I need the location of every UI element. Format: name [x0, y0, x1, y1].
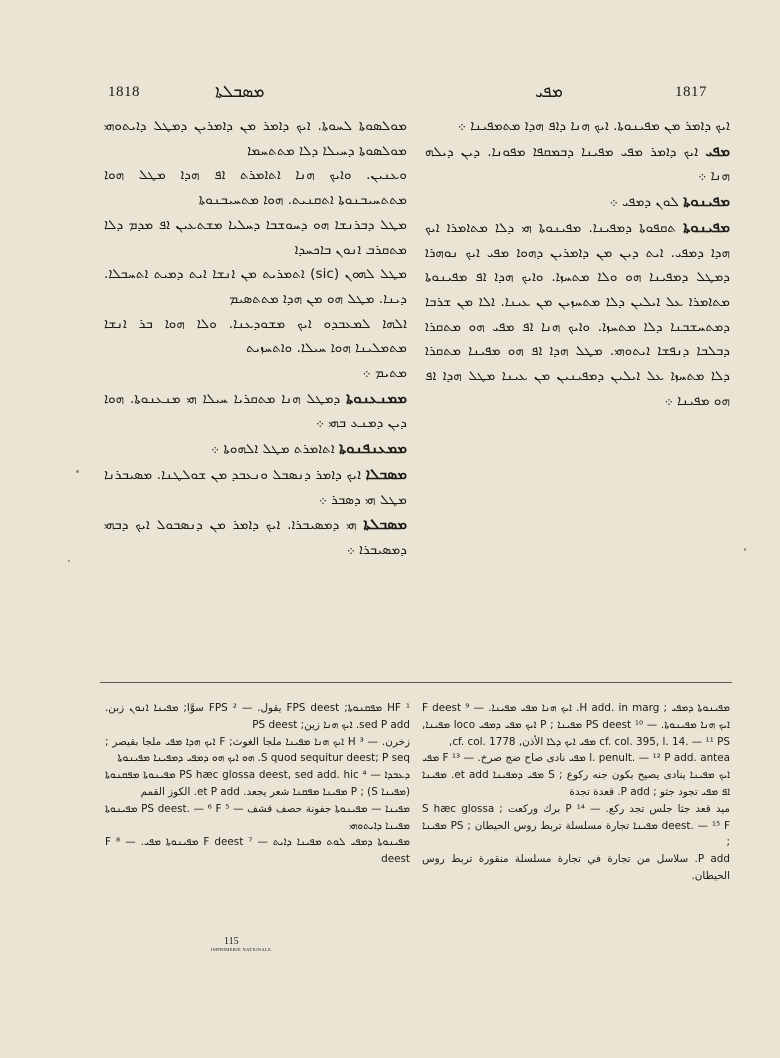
- left-entry-list: [104, 386, 407, 563]
- entry-gloss: ܐܬܐܡܪܬ ܡܛܠ ܐܠܗܘܬܐ ܀: [210, 441, 339, 458]
- dictionary-entry: [425, 189, 730, 215]
- entry-headword: ܡܣܒܠܐ: [365, 464, 407, 483]
- left-text-column: [104, 114, 407, 664]
- right-page-number: 1817: [675, 84, 707, 100]
- dictionary-entry: [104, 512, 407, 562]
- dictionary-entry: [104, 386, 407, 436]
- text-line: ܐܠܗܐ ܠܡܥܒܕܘ ܐܝܟ ܡܫܘܕܥܢܐ. ܘܠܐ ܗܘܐ ܒܪ ܐܢܫܐ ܡܬܡܠܝܢܐ ܗܘܐ ܚܝܠܐ. ܘܐܬܚܙܝܬ: [104, 315, 407, 357]
- left-continuation-text: [104, 114, 407, 386]
- left-page-number: 1818: [108, 84, 140, 100]
- entry-gloss: ܗܝ ܕܡܣܝܒܪܐ. ܐܝܟ ܕܐܡܪ ܡܢ ܕܢܣܒܘܠ ܐܝܟ ܕܒܗܝ ܕܡܣܝܒܪܐ ܀: [104, 517, 407, 558]
- entry-gloss: ܬܩܦܘܬܐ ܕܡܦܝܢܐ. ܡܦܝܢܘܬܐ ܗܝ ܕܠܐ ܡܬܐܡܪܐ ܐܝܟ ܗܕܐ ܕܡܦܝ. ܐܝܬ ܕܝܢ ܡܢ ܕܐܡܪܝܢ ܕܗܘܐ ܡܦܝ ܐܝܟ ܢܘܗܪܐ ܕܡܛܠ ܕܡܦܝܢܐ ܗܘ ܘܠܐ ܡܬܚܙܐ. ܘܐܝܟ ܗܕܐ ܐܦ ܡܦܝܢܘܬܐ ܡܬܐܡܪܐ ܥܠ ܐܝܠܝܢ ܕܠܐ ܡܬܚܙܝܢ ܡܢ ܥܝܢܐ. ܐܠܐ ܡܢ ܫܪܒܐ ܕܡܬܚܫܒܢܐ ܕܠܐ ܡܬܚܙܐ. ܘܐܝܟ ܗܢܐ ܐܦ ܡܦܝ ܗܘ ܡܬܩܪܐ ܕܒܠܒܐ ܕܢܦܫܐ ܐܝܬܘܗܝ. ܡܛܠ ܗܕܐ ܐܦ ܗܘ ܡܦܝܢܐ ܡܬܩܪܐ ܕܠܐ ܡܬܚܙܐ ܥܠ ܐܝܠܝܢ ܕܡܦܝܢܝܢ ܡܢ ܥܝܢܐ ܡܛܠ ܗܕܐ ܐܦ ܗܘ ܡܦܝܢܐ ܀: [425, 219, 730, 409]
- text-line: ܡܛܠ ܠܗܘܢ (sic) ܐܬܡܪܝܬ ܡܢ ܐܢܫܐ ܐܝܬ ܕܡܝܬ ܐܬܚܒܠܐ. ܕܝܢܐ. ܡܛܠ ܗܘ ܡܢ ܗܕܐ ܡܬܬܣܝܡ: [104, 266, 407, 307]
- entry-headword: ܡܣܒܠܬܐ: [363, 515, 407, 534]
- entry-headword: ܡܦܝ: [705, 141, 730, 160]
- paper-speck: [68, 560, 70, 562]
- right-entry-list: [425, 139, 730, 414]
- entry-headword: ܡܡܢܥܢܘܬܐ: [346, 388, 407, 407]
- right-continuation-text: [425, 114, 730, 139]
- footnote-line: ܡܦܝܢܐ — ܡܦܝܢܘܬܐ جفونة حصف قشف — ⁵ PS deest. — ⁶ F ܡܦܝܢܘܬܐ ܡܦܝܢܐ ܕܐܝܬܘܗܝ: [105, 802, 410, 832]
- left-running-headword: ܡܣܒܠܬܐ: [215, 82, 265, 102]
- footnote-line: ¹ HF ܡܦܩܢܘܬܐ; FPS deest يقول. — ² FPS سوَّا; ܡܦܝܢܐ ܐܢܘܢ زبن. sed P add. ܐܝܟ ܗܢܐ زين; PS deest: [105, 702, 410, 731]
- right-footnotes: [422, 700, 730, 905]
- entry-headword: ܡܦܝܢܘܬܐ: [683, 192, 730, 211]
- text-line: ܡܛܠ ܕܒܪܢܫܐ ܗܘ ܕܚܘܫܒܐ ܕܚܠܝܐ ܡܫܬܥܝܢ ܐܦ ܡܕܡ ܕܠܐ ܡܬܩܪܒ ܐܢܘܢ ܒܐܟܚܕܐ: [104, 216, 407, 258]
- footnote-line: زخرن. — ³ H ܐܝܟ ܗܢܐ ܡܦܝܢܐ ملجا الغوث; F ܐܝܟ ܗܕܐ ܡܦܝ ملجا بقيصر ; S quod sequitur deest; P seq. ܗܘ ܐܝܟ ܗܘ ܕܡܦܝ ܕܡܦܝܢܐ ܡܦܝܢܘܬܐ: [105, 735, 410, 765]
- signature-number: 115: [224, 936, 239, 947]
- footnote-line: ميد قعد جثا جلس تجد ركع. — ¹⁴ P برك وركعت ; S hæc glossa deest. — ¹⁵ F ܡܦܝܢܐ تجارة مسلسلة تربط روس الحيطان ; PS ܡܦܝܢܐ ;: [422, 802, 730, 849]
- dictionary-entry: [104, 436, 407, 462]
- entry-gloss: ܐܝܟ ܕܐܡܪ ܡܦܝ ܡܦܝܢܐ ܕܒܡܩܦܐ ܡܦܘܢܐ. ܕܝܢ ܕܝܠܗ ܗܢܐ ܀: [425, 143, 730, 185]
- right-running-headword: ܡܦܝ: [535, 82, 563, 102]
- text-line: ܐܝܟ ܕܐܡܪ ܡܢ ܡܦܝܢܘܬܐ. ܐܝܟ ܗܢܐ ܕܐܦ ܗܕܐ ܡܬܡܦܝܢܐ ܀: [457, 118, 730, 134]
- footnote-line: ܡܦܝܢܘܬܐ ܕܡܦܝ ; H add. in marg. ܐܝܟ ܗܢܐ ܡܦܝ ܡܦܝܢܐ. — ⁹ F deest ܐܝܟ ܗܢܐ ܡܦܝܢܘܬܐ. — ¹⁰ PS deest ܡܦܝܢܐ ; P ܐܝܟ ܡܦܝ ܕܡܦܝ loco ܡܦܝܢܐ, cf. col. 395, l. 14. — ¹¹ PS ܡܦܝ ܐܝܟ ܕܠܐ الأذن, cf. col. 1778,: [422, 702, 730, 748]
- dictionary-entry: [425, 139, 730, 189]
- footnote-line: ܡܦܝܢܘܬܐ ܕܡܦܝ ܠܘܬ ܡܦܝܢܐ ܕܐܝܬ — ⁷ F deest ܡܦܝܢܘܬܐ ܡܦܝ. — ⁸ F deest: [105, 836, 410, 866]
- entry-gloss: ܠܘܢ ܕܡܦܝ ܀: [609, 194, 684, 211]
- text-line: ܘܥܢܝܢ. ܘܐܝܟ ܗܢܐ ܐܬܐܡܪܬ ܐܦ ܗܕܐ ܡܛܠ ܗܘܐ ܡܬܬܚܝܒܢܘܬܐ ܐܬܩܢܝܬ. ܗܘܐ ܡܬܚܝܒܢܘܬܐ: [104, 167, 407, 209]
- footnote-line: P add. سلاسل من تجارة في تجارة مسلسلة منقورة تربط روس الحيطان.: [422, 853, 730, 882]
- paper-speck: [76, 470, 79, 473]
- entry-gloss: ܐܝܟ ܕܐܡܪ ܕܢܣܒܠ ܘܢܥܒܕ ܡܢ ܫܘܠܛܢܐ. ܡܣܝܒܪܢܐ ܡܛܠ ܗܝ ܕܣܒܪ ܀: [104, 466, 407, 508]
- footnote-divider-rule: [100, 682, 732, 683]
- entry-headword: ܡܦܝܢܘܬܐ: [683, 217, 730, 236]
- entry-headword: ܡܡܥܢܦܢܘܬܐ: [339, 439, 407, 458]
- entry-gloss: ܕܡܛܠ ܗܢܐ ܡܬܩܪܝܐ ܚܝܠܐ ܗܝ ܡܢܥܢܘܬܐ. ܗܘܐ ܕܝܢ ܕܡܢܥ ܒܗܝ ܀: [104, 390, 407, 432]
- right-text-column: [425, 114, 730, 664]
- footnote-line: ܕܥܒܕܐ — ⁴ PS hæc glossa deest, sed add. hic ܡܦܝܢܘܬܐ ܡܦܩܢܘܬܐ (ܡܦܝܢܐ S) ; P ܡܦܝܢܐ ܡܦܩܢܐ شعر يجعد. et P add. الكوز القمم: [105, 769, 410, 798]
- footnote-line: l. penult. — ¹² P add. antea ܡܦܝ نادى صاح ضج صرخ. — ¹³ F ܡܦܝ ܐܝܟ ܡܦܝܢܐ ينادى يصيح بكون جنه ركوع ; S ܡܦܝ ܕܡܦܝܢܐ et add. ܡܦܝܢܐ ܐܦ ܡܦܝ تجود جثو ; P add. قعدة تجدة: [422, 752, 730, 798]
- printer-imprint: IMPRIMERIE NATIONALE.: [211, 947, 273, 952]
- text-line: ܡܘܠܣܘܬܐ ܠܚܘܬܐ. ܐܝܟ ܕܐܡܪ ܡܢ ܕܐܡܪܝܢ ܕܡܛܠ ܕܐܝܬܘܗܝ ܡܘܠܣܘܬܐ ܕܚܝܠܐ ܕܠܐ ܡܬܬܚܡܐ: [104, 118, 407, 159]
- dictionary-entry: [425, 215, 730, 414]
- paper-speck: [744, 548, 746, 551]
- dictionary-entry: [104, 462, 407, 512]
- text-line: ܡܬܝܡ ܀: [362, 365, 407, 382]
- left-footnotes: [105, 700, 410, 940]
